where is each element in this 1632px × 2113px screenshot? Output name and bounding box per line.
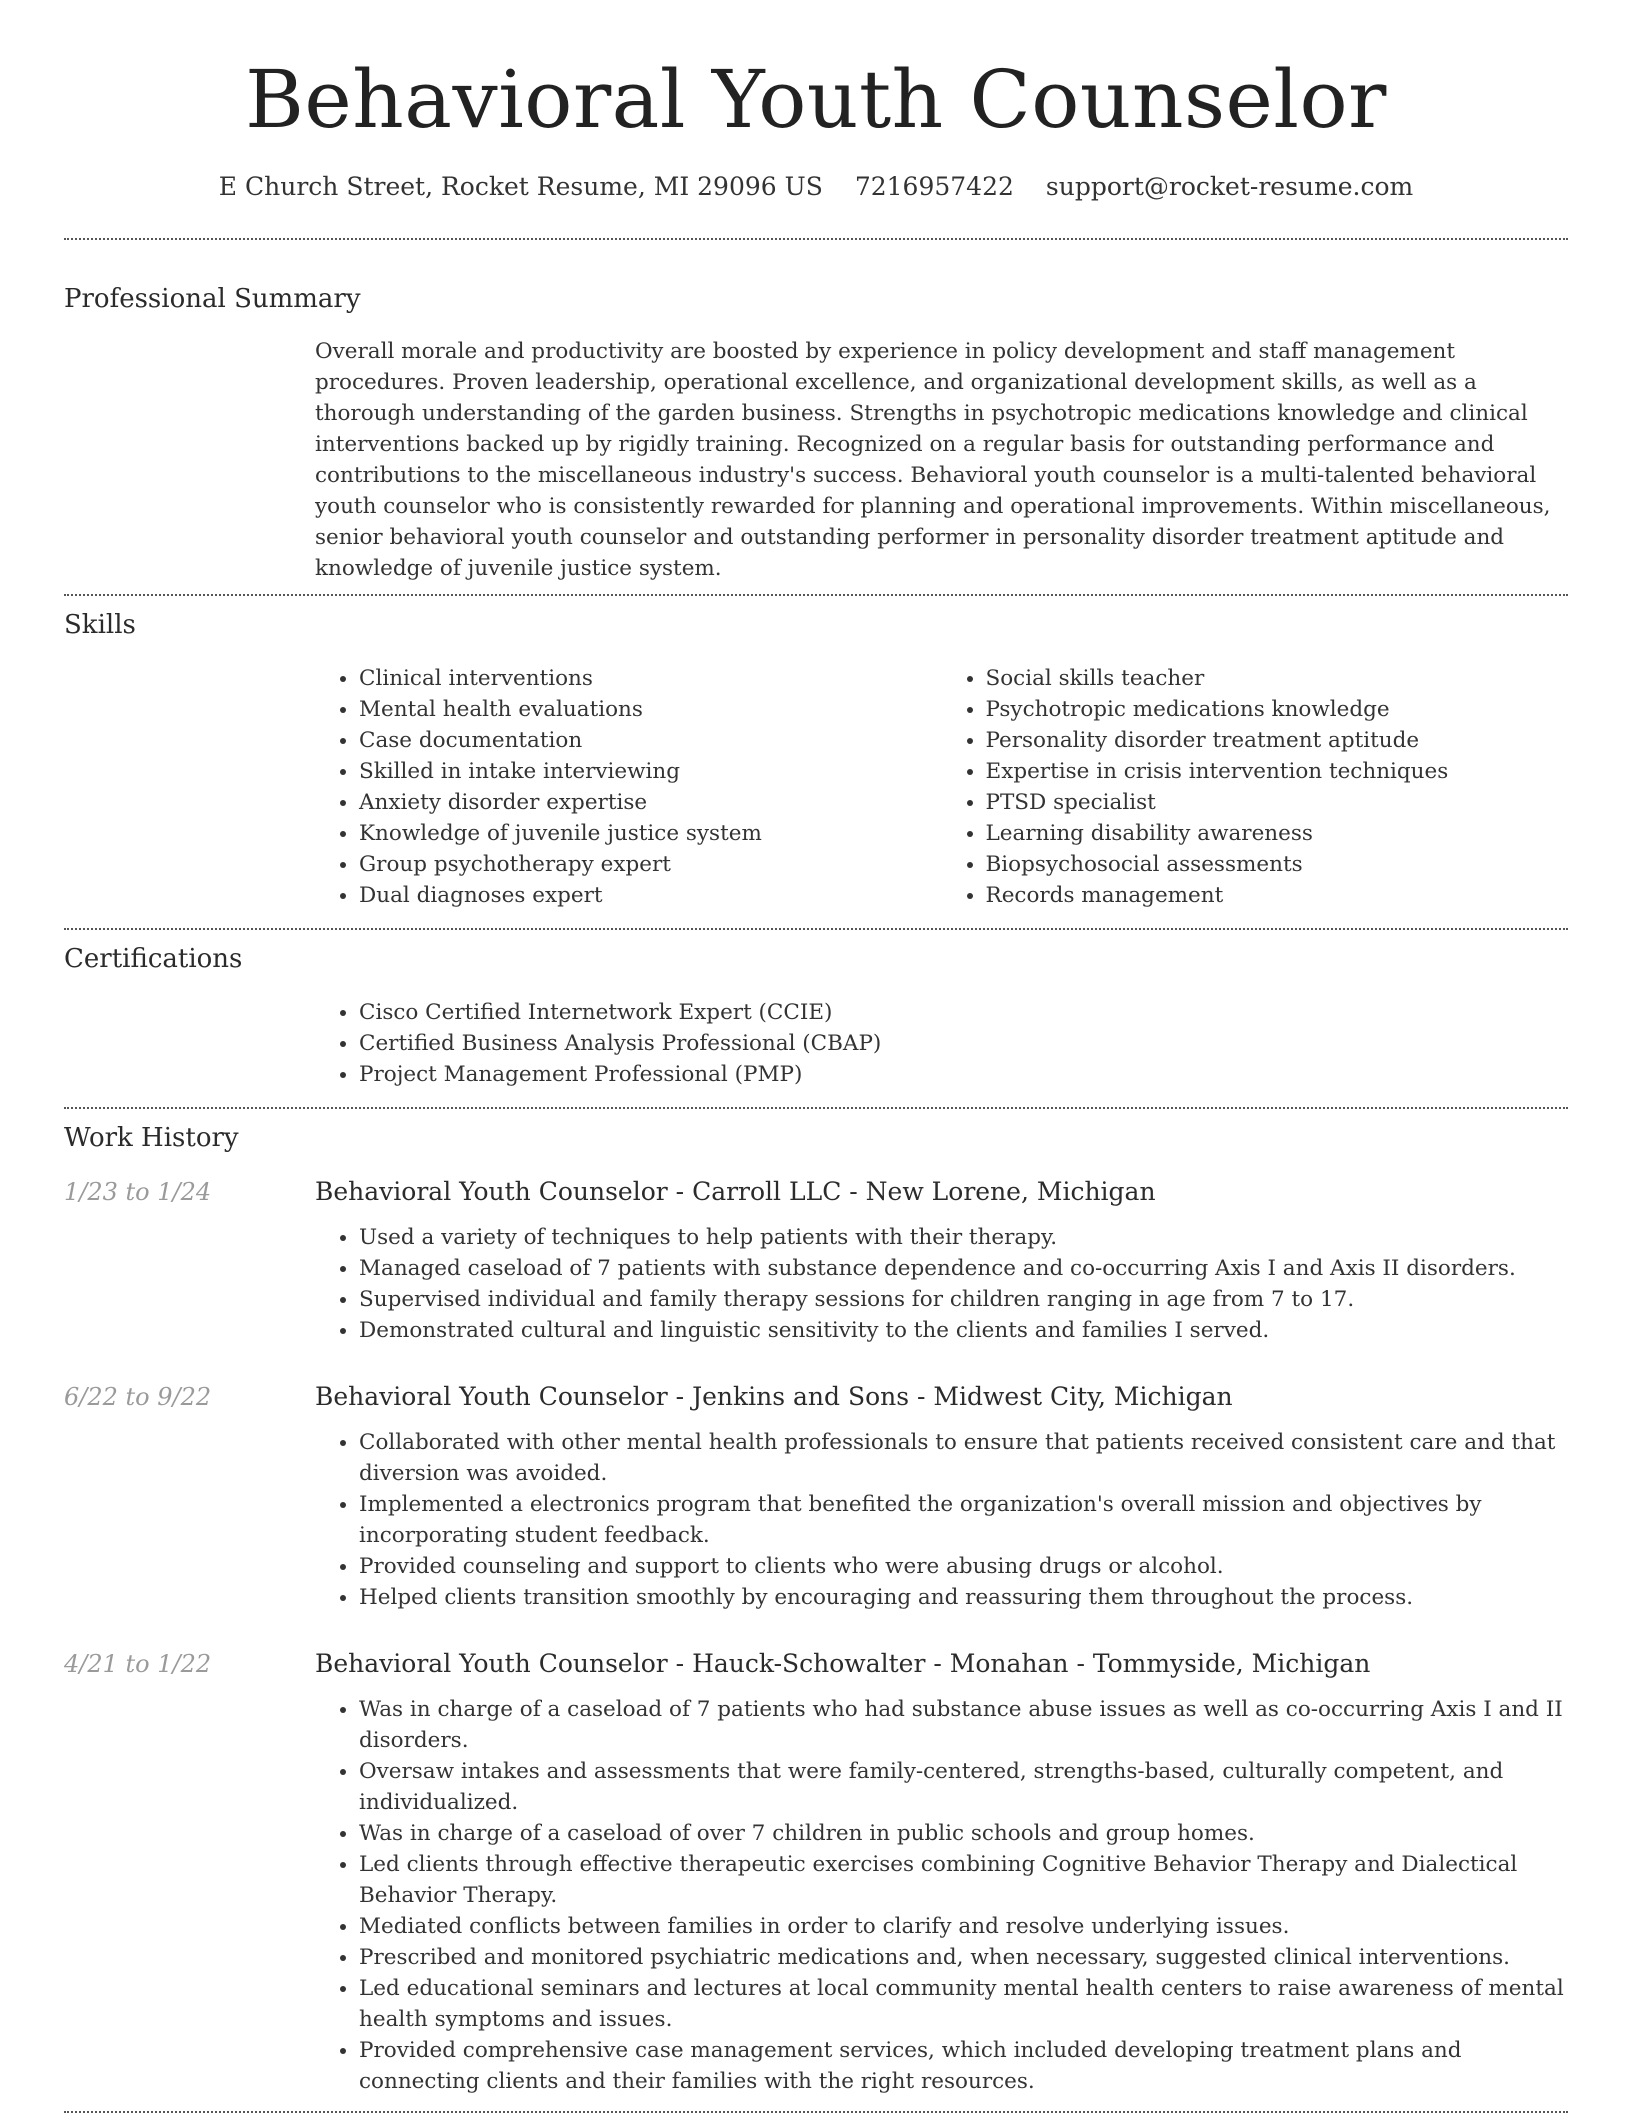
job-bullet: • Led educational seminars and lectures at local community mental health centers to raise awareness of mental health symptoms and issues.	[359, 1973, 1568, 2035]
skill-item: • Dual diagnoses expert	[359, 880, 942, 911]
skill-item: • Group psychotherapy expert	[359, 849, 942, 880]
skill-item: • PTSD specialist	[986, 787, 1569, 818]
section-title-skills: Skills	[64, 610, 136, 640]
skill-item: • Expertise in crisis intervention techniques	[986, 756, 1569, 787]
skill-item: • Skilled in intake interviewing	[359, 756, 942, 787]
resume-header	[64, 52, 1568, 204]
job-date: 4/21 to 1/22	[64, 1650, 212, 1678]
certification-item: • Cisco Certified Internetwork Expert (CCIE)	[359, 997, 1568, 1028]
email: support@rocket-resume.com	[1045, 172, 1414, 201]
job-body	[315, 1380, 1568, 1613]
skills-section	[64, 608, 1568, 911]
job-bullet: • Mediated conflicts between families in order to clarify and resolve underlying issues.	[359, 1911, 1568, 1942]
job-title: Behavioral Youth Counselor - Hauck-Schowalter - Monahan - Tommyside, Michigan	[315, 1649, 1371, 1678]
phone: 7216957422	[854, 172, 1014, 201]
job-body	[315, 1175, 1568, 1346]
work-history-section	[64, 1121, 1568, 2097]
divider	[64, 594, 1568, 596]
divider	[64, 1107, 1568, 1109]
certification-item: • Project Management Professional (PMP)	[359, 1059, 1568, 1090]
skill-item: • Anxiety disorder expertise	[359, 787, 942, 818]
divider	[64, 238, 1568, 240]
job-bullet: • Supervised individual and family therapy sessions for children ranging in age from 7 to 17.	[359, 1284, 1568, 1315]
summary-text: Overall morale and productivity are boosted by experience in policy development and staff management procedures. Proven leadership, operational excellence, and organizational development skills, as well as a thorough understanding of the garden business. Strengths in psychotropic medications knowledge and clinical interventions backed up by rigidly training. Recognized on a regular basis for outstanding performance and contributions to the miscellaneous industry's success. Behavioral youth counselor is a multi-talented behavioral youth counselor who is consistently rewarded for planning and operational improvements. Within miscellaneous, senior behavioral youth counselor and outstanding performer in personality disorder treatment aptitude and knowledge of juvenile justice system.	[315, 339, 1551, 581]
contact-line	[64, 170, 1568, 204]
skill-item: • Personality disorder treatment aptitude	[986, 725, 1569, 756]
job-bullets	[315, 1222, 1568, 1346]
job-bullet: • Implemented a electronics program that benefited the organization's overall mission and objectives by incorporating student feedback.	[359, 1489, 1568, 1551]
skill-item: • Records management	[986, 880, 1569, 911]
job-body	[315, 1647, 1568, 2097]
job-bullets	[315, 1694, 1568, 2097]
job-date: 1/23 to 1/24	[64, 1178, 212, 1206]
certification-item: • Certified Business Analysis Professional (CBAP)	[359, 1028, 1568, 1059]
certifications-section	[64, 942, 1568, 1090]
job-date: 6/22 to 9/22	[64, 1383, 212, 1411]
address: E Church Street, Rocket Resume, MI 29096 US	[218, 172, 823, 201]
job-bullet: • Used a variety of techniques to help patients with their therapy.	[359, 1222, 1568, 1253]
section-title-certifications: Certifications	[64, 944, 243, 974]
section-title-summary: Professional Summary	[64, 284, 361, 314]
certifications-list	[315, 997, 1568, 1090]
divider	[64, 928, 1568, 930]
job-bullet: • Provided counseling and support to clients who were abusing drugs or alcohol.	[359, 1551, 1568, 1582]
job-bullet: • Was in charge of a caseload of over 7 children in public schools and group homes.	[359, 1818, 1568, 1849]
job-bullet: • Provided comprehensive case management services, which included developing treatment plans and connecting clients and their families with the right resources.	[359, 2035, 1568, 2097]
job-bullet: • Helped clients transition smoothly by encouraging and reassuring them throughout the process.	[359, 1582, 1568, 1613]
skill-item: • Learning disability awareness	[986, 818, 1569, 849]
skill-item: • Clinical interventions	[359, 663, 942, 694]
skill-item: • Mental health evaluations	[359, 694, 942, 725]
job-bullet: • Oversaw intakes and assessments that were family-centered, strengths-based, culturally competent, and individualized.	[359, 1756, 1568, 1818]
job-entry	[64, 1175, 1568, 1346]
candidate-name: Behavioral Youth Counselor	[245, 53, 1387, 146]
job-bullet: • Was in charge of a caseload of 7 patients who had substance abuse issues as well as co-occurring Axis I and II disorders.	[359, 1694, 1568, 1756]
skill-item: • Case documentation	[359, 725, 942, 756]
resume-page	[64, 0, 1568, 2113]
certifications-content	[315, 997, 1568, 1090]
skills-columns	[315, 663, 1568, 911]
skill-item: • Psychotropic medications knowledge	[986, 694, 1569, 725]
job-bullet: • Collaborated with other mental health professionals to ensure that patients received consistent care and that diversion was avoided.	[359, 1427, 1568, 1489]
skill-item: • Biopsychosocial assessments	[986, 849, 1569, 880]
professional-summary-section	[64, 282, 1568, 584]
skill-item: • Knowledge of juvenile justice system	[359, 818, 942, 849]
job-bullet: • Managed caseload of 7 patients with substance dependence and co-occurring Axis I and Axis II disorders.	[359, 1253, 1568, 1284]
skills-list-left	[315, 663, 942, 911]
job-bullet: • Led clients through effective therapeutic exercises combining Cognitive Behavior Therapy and Dialectical Behavior Therapy.	[359, 1849, 1568, 1911]
job-title: Behavioral Youth Counselor - Carroll LLC - New Lorene, Michigan	[315, 1177, 1156, 1206]
job-title: Behavioral Youth Counselor - Jenkins and Sons - Midwest City, Michigan	[315, 1382, 1233, 1411]
job-bullet: • Prescribed and monitored psychiatric medications and, when necessary, suggested clinical interventions.	[359, 1942, 1568, 1973]
skills-list-right	[942, 663, 1569, 911]
job-bullets	[315, 1427, 1568, 1613]
section-title-work-history: Work History	[64, 1123, 239, 1153]
job-bullet: • Demonstrated cultural and linguistic sensitivity to the clients and families I served.	[359, 1315, 1568, 1346]
job-entry	[64, 1647, 1568, 2097]
job-entry	[64, 1380, 1568, 1613]
skill-item: • Social skills teacher	[986, 663, 1569, 694]
